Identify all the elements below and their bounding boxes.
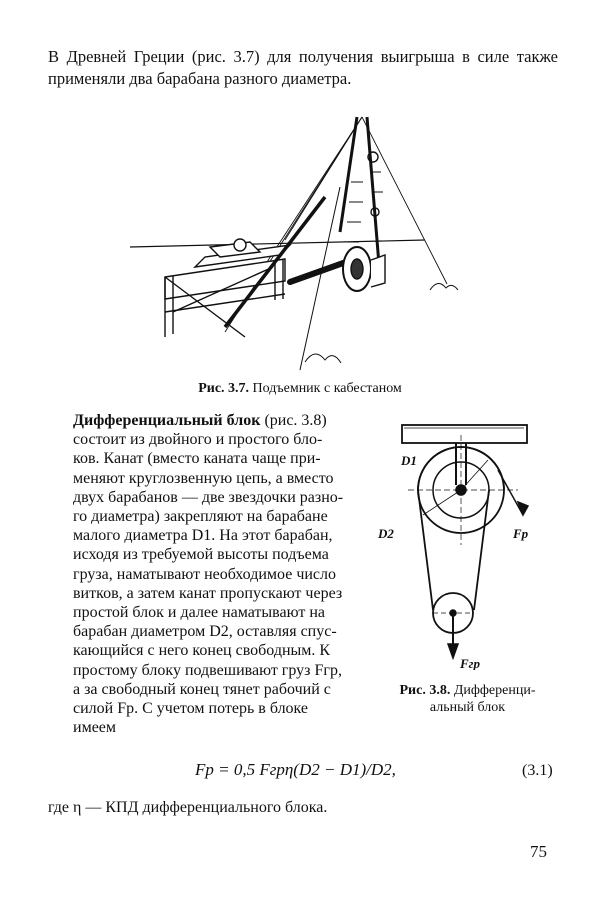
run-in-heading: Дифференциальный блок <box>73 412 261 429</box>
body-line: (рис. 3.8) <box>264 412 327 429</box>
equation-number: (3.1) <box>522 762 553 779</box>
after-formula-text: где η — КПД дифференциального блока. <box>48 799 328 816</box>
body-line: груза, наматывают необходимое число <box>73 565 337 583</box>
body-line: имеем <box>73 719 117 737</box>
body-line: простому блоку подвешивают груз Fгр, <box>73 661 342 679</box>
figure-37-title: Подъемник с кабестаном <box>252 381 402 396</box>
body-line: витков, а затем канат пропускают через <box>73 584 343 602</box>
body-line: исходя из требуемой высоты подъема <box>73 546 329 564</box>
label-d2: D2 <box>378 526 394 541</box>
body-line: ков. Канат (вместо каната чаще при- <box>73 450 321 468</box>
body-line: барабан диаметром D2, оставляя спус- <box>73 623 337 641</box>
label-fgr: Fгр <box>460 656 480 670</box>
label-fp: Fр <box>513 526 529 541</box>
label-d1: D1 <box>401 453 417 468</box>
figure-38-label: Рис. 3.8. <box>399 683 451 698</box>
figure-37-caption <box>0 381 600 397</box>
figure-differential-block <box>378 420 553 670</box>
body-paragraph <box>73 411 363 737</box>
body-line: двух барабанов — две звездочки разно- <box>73 488 344 506</box>
body-line: простой блок и далее наматывают на <box>73 604 325 622</box>
figure-37-label: Рис. 3.7. <box>198 381 250 396</box>
body-line: состоит из двойного и простого бло- <box>73 431 323 449</box>
body-line: силой Fр. С учетом потерь в блоке <box>73 700 309 718</box>
figure-capstan-hoist <box>125 112 470 374</box>
body-line: а за свободный конец тянет рабочий с <box>73 680 331 698</box>
figure-38-title: Дифференци-альный блок <box>429 683 536 715</box>
intro-paragraph: В Древней Греции (рис. 3.7) для получения выигрыша в силе также применяли два барабана разного диаметра. <box>48 47 558 88</box>
figure-38-caption <box>380 682 555 716</box>
page-number: 75 <box>530 842 547 861</box>
body-line: малого диаметра D1. На этот барабан, <box>73 527 333 545</box>
formula-3-1: Fр = 0,5 Fгрη(D2 − D1)/D2, <box>195 760 396 779</box>
body-line: меняют круглозвенную цепь, а вместо <box>73 469 334 487</box>
body-line: кающийся с него конец свободным. К <box>73 642 331 660</box>
body-line: го диаметра) закрепляют на барабане <box>73 508 328 526</box>
